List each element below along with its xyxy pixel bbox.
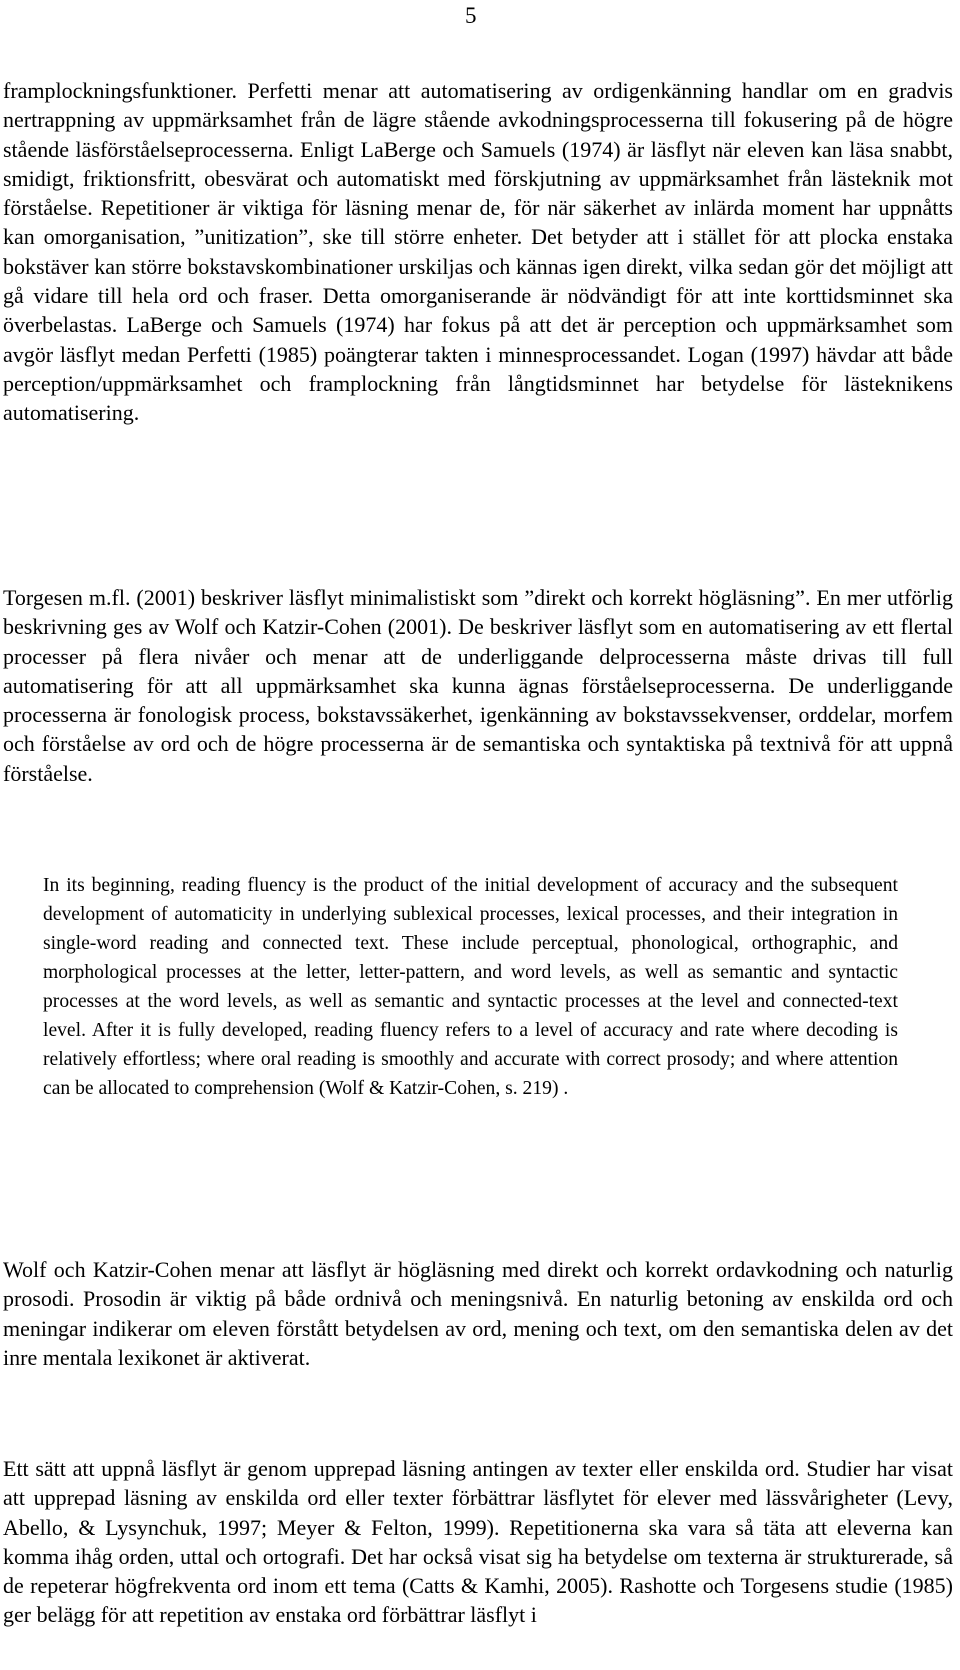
- paragraph-torgesen: Torgesen m.fl. (2001) beskriver läsflyt minimalistiskt som ”direkt och korrekt högläsning”. En mer utförlig beskrivning ges av Wolf och Katzir-Cohen (2001). De beskriver läsflyt som en automatisering av ett flertal processer på flera nivåer och menar att de underliggande delprocesserna måste drivas till full automatisering för att all uppmärksamhet ska kunna ägnas förståelseprocesserna. De underliggande processerna är fonologisk process, bokstavssäkerhet, igenkänning av bokstavssekvenser, orddelar, morfem och förståelse av ord och de högre processerna är de semantiska och syntaktiska på textnivå för att uppnå förståelse.: [3, 585, 953, 786]
- paragraph-upprepad-lasning: Ett sätt att uppnå läsflyt är genom upprepad läsning antingen av texter eller enskilda ord. Studier har visat att upprepad läsning av enskilda ord eller texter förbättrar läsflytet för elever med lässvårigheter (Levy, Abello, & Lysynchuk, 1997; Meyer & Felton, 1999). Repetitionerna ska vara så täta att eleverna kan komma ihåg orden, uttal och ortografi. Det har också visat sig ha betydelse om texterna är strukturerade, så de repeterar högfrekventa ord inom ett tema (Catts & Kamhi, 2005). Rashotte och Torgesens studie (1985) ger belägg för att repetition av enstaka ord förbättrar läsflyt i: [3, 1456, 953, 1628]
- block-quote-wolf-katzir-cohen: In its beginning, reading fluency is the product of the initial development of accuracy and the subsequent development of automaticity in underlying sublexical processes, lexical processes, and their integration in single-word reading and connected text. These include perceptual, phonological, orthographic, and morphological processes at the letter, letter-pattern, and word levels, as well as semantic and syntactic processes at the word levels, as well as semantic and syntactic processes at the level and connected-text level. After it is fully developed, reading fluency refers to a level of accuracy and rate where decoding is relatively effortless; where oral reading is smoothly and accurate with correct prosody; and where attention can be allocated to comprehension (Wolf & Katzir-Cohen, s. 219) .: [43, 875, 898, 1099]
- page-number: 5: [465, 3, 477, 28]
- paragraph-prosodi: Wolf och Katzir-Cohen menar att läsflyt är högläsning med direkt och korrekt ordavkodning och naturlig prosodi. Prosodin är viktig på både ordnivå och meningsnivå. En naturlig betoning av enskilda ord och meningar indikerar om eleven förstått betydelsen av ord, mening och text, om den semantiska delen av det inre mentala lexikonet är aktiverat.: [3, 1257, 953, 1370]
- paragraph-automatisering: framplockningsfunktioner. Perfetti menar att automatisering av ordigenkänning handlar om en gradvis nertrappning av uppmärksamhet från de lägre stående avkodningsprocesserna till fokusering på de högre stående läsförståelseprocesserna. Enligt LaBerge och Samuels (1974) är läsflyt när eleven kan läsa snabbt, smidigt, friktionsfritt, obesvärat och automatiskt med förskjutning av uppmärksamhet från lästeknik mot förståelse. Repetitioner är viktiga för läsning menar de, för när säkerhet av inlärda moment har uppnåtts kan omorganisation, ”unitization”, ske till större enheter. Det betyder att i stället för att plocka enstaka bokstäver kan större bokstavskombinationer urskiljas och kännas igen direkt, vilka sedan gör det möjligt att gå vidare till hela ord och fraser. Detta omorganiserande är nödvändigt för att inte korttidsminnet ska överbelastas. LaBerge och Samuels (1974) har fokus på att det är perception och uppmärksamhet som avgör läsflyt medan Perfetti (1985) poängterar takten i minnesprocessandet. Logan (1997) hävdar att både perception/uppmärksamhet och framplockning från långtidsminnet har betydelse för lästeknikens automatisering.: [3, 78, 953, 426]
